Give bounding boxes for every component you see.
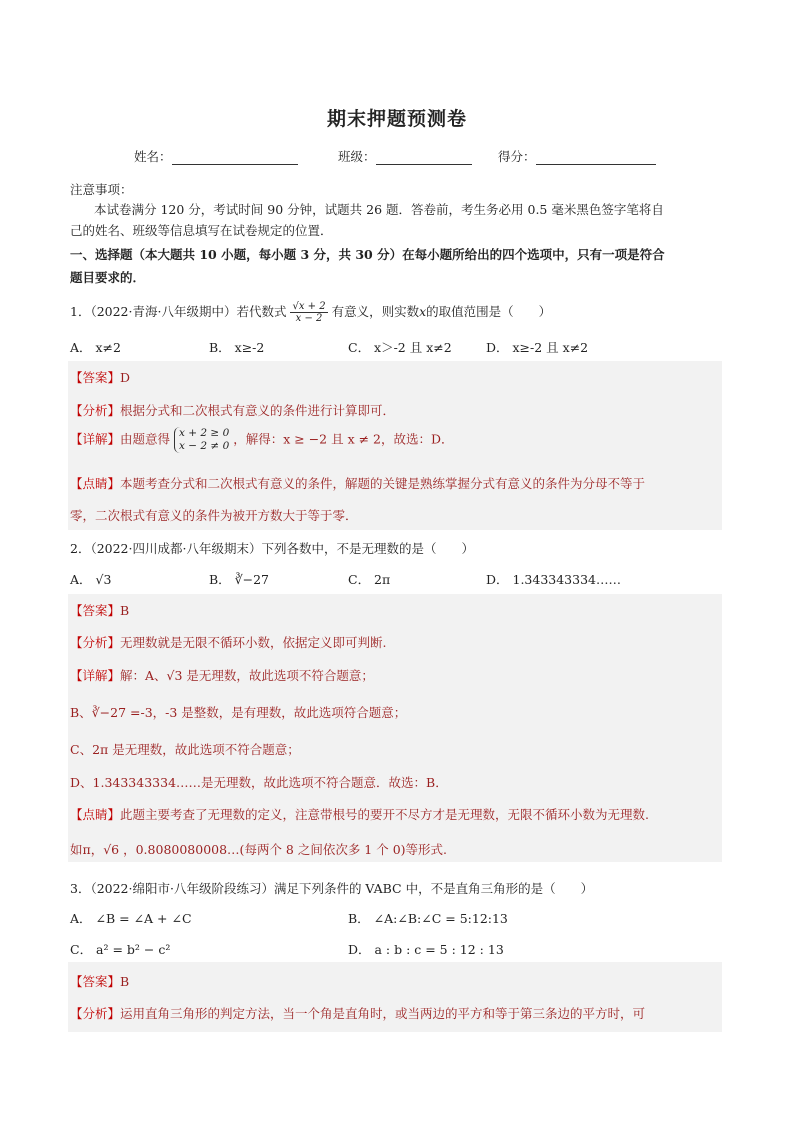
q1-option-b: B． x≥-2: [209, 340, 265, 355]
q1-stem-a: 1．（2022·青海·八年级期中）若代数式: [70, 304, 287, 319]
class-blank: [376, 152, 472, 165]
detail-label: 【详解】: [70, 668, 121, 683]
q1-detail-a: 由题意得: [120, 431, 171, 447]
q1-system: [174, 427, 229, 453]
q3-answer-value: B: [120, 974, 130, 989]
q1-option-c: C． x＞-2 且 x≠2: [348, 340, 452, 355]
name-blank: [172, 152, 298, 165]
notes-line-2: 己的姓名、班级等信息填写在试卷规定的位置．: [70, 223, 333, 238]
q2-detail-3: C、2π 是无理数，故此选项不符合题意；: [70, 742, 300, 757]
q3-analysis-text: 运用直角三角形的判定方法，当一个角是直角时，或当两边的平方和等于第三条边的平方时，可: [120, 1006, 646, 1021]
q1-fraction: [290, 301, 327, 324]
q2-option-a: A． √3: [70, 572, 112, 587]
answer-label: 【答案】: [70, 974, 121, 989]
q1-detail: [70, 427, 454, 453]
q1-analysis-text: 根据分式和二次根式有意义的条件进行计算即可．: [120, 403, 396, 418]
score-label: 得分：: [498, 149, 536, 164]
q2-detail-2: B、∛−27 =-3，-3 是整数，是有理数，故此选项符合题意；: [70, 705, 407, 720]
q3-analysis: [70, 1004, 645, 1022]
section1-line-1: 一、选择题（本大题共 10 小题，每小题 3 分，共 30 分）在每小题所给出的四个选项中，只有一项是符合: [70, 247, 665, 262]
q1-system-2: x − 2 ≠ 0: [179, 440, 230, 452]
class-label: 班级：: [338, 149, 376, 164]
notes-heading: 注意事项：: [70, 182, 133, 197]
q2-detail-1: [70, 666, 374, 684]
q1-comment-2: 零，二次根式有意义的条件为被开方数大于等于零．: [70, 508, 358, 523]
q2-analysis: [70, 633, 387, 651]
q2-stem: 2．（2022·四川成都·八年级期末）下列各数中，不是无理数的是（ ）: [70, 541, 474, 556]
q2-comment-1: [70, 805, 649, 823]
q2-option-c: C． 2π: [348, 572, 391, 587]
comment-label: 【点睛】: [70, 476, 121, 491]
detail-label: 【详解】: [70, 431, 121, 447]
q3-option-d: D． a : b : c = 5 : 12 : 13: [348, 942, 504, 957]
q1-answer: [70, 368, 130, 386]
q1-var: x: [419, 304, 427, 319]
q2-option-b: B． ∛−27: [209, 572, 270, 587]
answer-label: 【答案】: [70, 370, 121, 385]
q3-option-c: C． a² = b² − c²: [70, 942, 171, 957]
q1-stem-b: 有意义，则实数: [331, 304, 420, 319]
q1-frac-den: x − 2: [295, 313, 323, 324]
q2-analysis-text: 无理数就是无限不循环小数，依据定义即可判断.: [120, 635, 387, 650]
q3-answer: [70, 972, 129, 990]
page-title: 期末押题预测卷: [326, 108, 467, 130]
q1-option-d: D． x≥-2 且 x≠2: [486, 340, 589, 355]
q1-system-1: x + 2 ≥ 0: [179, 427, 230, 439]
name-field: [134, 147, 298, 165]
q1-stem-c: 的取值范围是（ ）: [426, 304, 552, 319]
analysis-label: 【分析】: [70, 1006, 121, 1021]
score-field: [498, 147, 656, 165]
q1-answer-value: D: [120, 370, 131, 385]
q1-option-a: A． x≠2: [70, 340, 121, 355]
q1-detail-b: ，解得：x ≥ −2 且 x ≠ 2，故选：D．: [233, 431, 454, 447]
section1-line-2: 题目要求的．: [70, 270, 146, 285]
q1-frac-num: √x + 2: [292, 301, 326, 312]
class-field: [338, 147, 472, 165]
answer-label: 【答案】: [70, 603, 121, 618]
q3-option-b: B． ∠A:∠B:∠C = 5:12:13: [348, 911, 508, 926]
analysis-label: 【分析】: [70, 635, 121, 650]
q2-answer: [70, 601, 129, 619]
q1-stem: [70, 301, 551, 324]
q1-analysis: [70, 401, 395, 419]
analysis-label: 【分析】: [70, 403, 121, 418]
q1-comment-1: [70, 474, 645, 492]
q3-option-a: A． ∠B = ∠A + ∠C: [70, 911, 192, 926]
score-blank: [536, 152, 656, 165]
q3-stem: 3．（2022·绵阳市·八年级阶段练习）满足下列条件的 VABC 中，不是直角三角形的是（ ）: [70, 881, 594, 896]
name-label: 姓名：: [134, 149, 172, 164]
q2-detail-text-1: 解：A、√3 是无理数，故此选项不符合题意；: [120, 668, 374, 683]
q2-answer-value: B: [120, 603, 130, 618]
q2-detail-4: D、1.343343334……是无理数，故此选项不符合题意．故选：B．: [70, 775, 448, 790]
notes-line-1: 本试卷满分 120 分，考试时间 90 分钟，试题共 26 题．答卷前，考生务必用 0.5 毫米黑色签字笔将自: [94, 202, 664, 217]
q1-comment-text-1: 本题考查分式和二次根式有意义的条件，解题的关键是熟练掌握分式有意义的条件为分母不等于: [120, 476, 646, 491]
comment-label: 【点睛】: [70, 807, 121, 822]
q2-option-d: D． 1.343343334……: [486, 572, 621, 587]
q2-comment-text-1: 此题主要考查了无理数的定义，注意带根号的要开不尽方才是无理数，无限不循环小数为无理数.: [120, 807, 649, 822]
q2-comment-2: 如π，√6 ，0.8080080008…(每两个 8 之间依次多 1 个 0)等形式.: [70, 842, 448, 857]
